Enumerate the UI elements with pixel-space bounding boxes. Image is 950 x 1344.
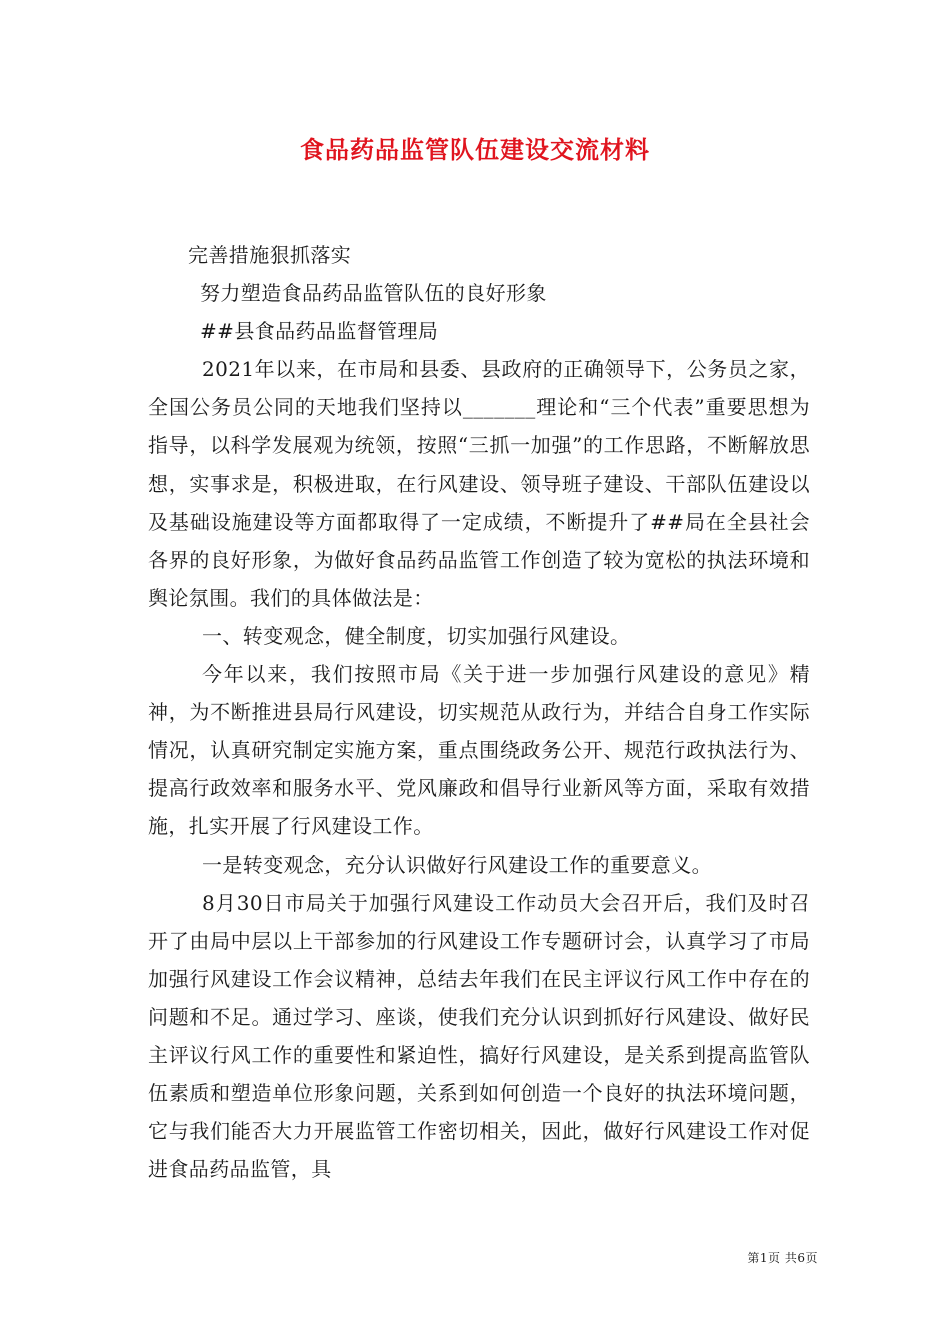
document-title: 食品药品监管队伍建设交流材料 [300,135,650,164]
paragraph: 8月30日市局关于加强行风建设工作动员大会召开后，我们及时召开了由局中层以上干部参加的行风建设工作专题研讨会，认真学习了市局加强行风建设工作会议精神，总结去年我们在民主评议行风工作中存在的问题和不足。通过学习、座谈，使我们充分认识到抓好行风建设、做好民主评议行风工作的重要性和紧迫性，搞好行风建设，是关系到提高监管队伍素质和塑造单位形象问题，关系到如何创造一个良好的执法环境问题，它与我们能否大力开展监管工作密切相关，因此，做好行风建设工作对促进食品药品监管，具 [148,890,810,1182]
subtitle-line: 完善措施狠抓落实 [188,243,352,267]
page-number: 第1页 共6页 [747,1251,818,1265]
subtitle-line: 努力塑造食品药品监管队伍的良好形象 [200,281,547,306]
paragraph: 2021年以来，在市局和县委、县政府的正确领导下，公务员之家，全国公务员公同的天地我们坚持以_______理论和“三个代表”重要思想为指导，以科学发展观为统领，按照“三抓一加强”的工作思路，不断解放思想，实事求是，积极进取，在行风建设、领导班子建设、干部队伍建设以及基础设施建设等方面都取得了一定成绩，不断提升了##局在全县社会各界的良好形象，为做好食品药品监管工作创造了较为宽松的执法环境和舆论氛围。我们的具体做法是： [148,357,810,610]
paragraph: 今年以来，我们按照市局《关于进一步加强行风建设的意见》精神，为不断推进县局行风建设，切实规范从政行为，并结合自身工作实际情况，认真研究制定实施方案，重点围绕政务公开、规范行政执法行为、提高行政效率和服务水平、党风廉政和倡导行业新风等方面，采取有效措施，扎实开展了行风建设工作。 [148,662,810,839]
section-heading: 一、转变观念，健全制度，切实加强行风建设。 [202,623,631,648]
organization-line: ##县食品药品监督管理局 [200,319,439,344]
document-body [148,236,810,1188]
sub-heading: 一是转变观念，充分认识做好行风建设工作的重要意义。 [202,852,712,877]
